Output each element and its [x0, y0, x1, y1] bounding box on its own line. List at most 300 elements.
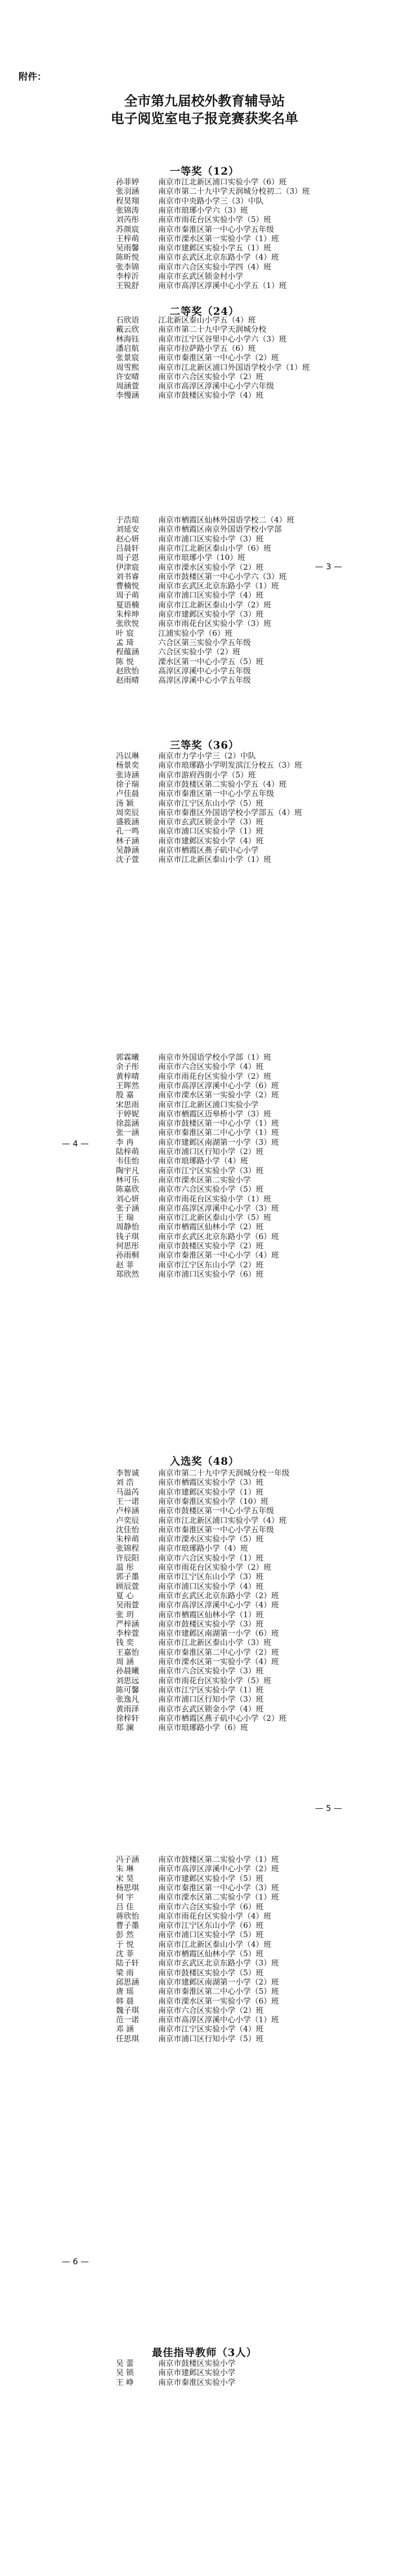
award-entry: [116, 315, 256, 325]
section-heading: 最佳指导教师（3人）: [152, 2346, 257, 2359]
award-entry: [116, 1100, 259, 1109]
award-entry: [116, 363, 310, 372]
winner-name: 赵欣怡: [116, 666, 140, 675]
winner-unit: 南京市溧水区实验小学（2）班: [158, 562, 264, 572]
winner-name: 张锦涛: [116, 205, 140, 215]
award-entry: [116, 2359, 235, 2368]
award-entry: [116, 2015, 279, 2024]
award-entry: [116, 2368, 235, 2377]
award-entry: [116, 1968, 264, 1977]
award-entry: [116, 1563, 271, 1572]
section-heading: 一等奖（12）: [169, 165, 240, 177]
winner-unit: 南京市浦口区实验小学（4）班: [158, 1581, 264, 1591]
award-entry: [116, 1072, 271, 1081]
award-entry: [116, 177, 287, 187]
winner-name: 邱思涵: [116, 1977, 140, 1987]
award-entry: [116, 845, 259, 855]
winner-name: 卢佳晨: [116, 789, 140, 799]
winner-name: 梁 雨: [116, 1968, 134, 1977]
winner-unit: 南京市江宁区东山小学（2）班: [158, 1260, 264, 1269]
winner-name: 宋 昊: [116, 1873, 134, 1883]
winner-name: 张李锦: [116, 262, 140, 272]
winner-unit: 南京市江宁区谷里中心小学六（3）班: [158, 334, 287, 344]
award-entry: [116, 1902, 264, 1911]
winner-unit: 南京市建邺区实验小学（5）班: [158, 1873, 264, 1883]
winner-unit: 南京市高淳区淳溪中心小学五（1）班: [158, 281, 287, 291]
winner-name: 吴 蕾: [116, 2359, 134, 2368]
award-entry: [116, 1648, 279, 1657]
winner-name: 冯以琳: [116, 751, 140, 760]
award-entry: [116, 252, 279, 262]
winner-name: 韩 晨: [116, 1996, 134, 2006]
award-entry: [116, 600, 271, 609]
winner-unit: 南京市玄武区北京东路小学（4）班: [158, 252, 279, 262]
winner-unit: 南京市鼓楼区第一中心小学六（3）班: [158, 571, 287, 581]
winner-name: 冯子涵: [116, 1855, 140, 1864]
winner-unit: 南京市溧水区第一实验小学（4）班: [158, 1657, 279, 1666]
winner-name: 郑 澜: [116, 1723, 134, 1733]
award-entry: [116, 1610, 264, 1619]
winner-unit: 南京市栖霞区仙林小学（5）班: [158, 1949, 264, 1958]
winner-unit: 南京市鼓楼区第一中心小学五年级: [158, 1506, 275, 1516]
winner-unit: 南京市鼓楼区第二实验小学（1）班: [158, 1855, 279, 1864]
winner-name: 魏子琪: [116, 2005, 140, 2015]
winner-unit: 南京市高淳区淳溪中心小学（1）班: [158, 2015, 279, 2025]
winner-unit: 南京市江宁区实验小学（1）班: [158, 1685, 264, 1694]
award-entry: [116, 666, 251, 675]
winner-unit: 南京市六合区实验小学（2）班: [158, 371, 264, 381]
winner-unit: 江北新区泰山小学五（4）班: [158, 315, 256, 325]
winner-name: 何思彤: [116, 1241, 140, 1250]
award-entry: [116, 2034, 264, 2043]
award-entry: [116, 1694, 264, 1704]
award-entry: [116, 1147, 264, 1156]
winner-name: 殷 嘉: [116, 1090, 134, 1100]
award-entry: [116, 206, 248, 215]
winner-unit: 南京市建邺区实验小学（1）班: [158, 1487, 264, 1497]
winner-name: 吕晨轩: [116, 543, 140, 553]
winner-unit: 南京市玄武区锁金小学（4）班: [158, 1704, 264, 1714]
winner-name: 周子恩: [116, 553, 140, 563]
winner-name: 沈佳怡: [116, 1524, 140, 1534]
winner-unit: 南京市高淳区淳溪中心小学（2）班: [158, 1864, 279, 1874]
winner-name: 王 峥: [116, 2377, 134, 2387]
award-entry: [116, 770, 256, 779]
winner-name: 唐 瑶: [116, 1987, 134, 1996]
winner-unit: 南京市栖霞区南京外国语学校小学部: [158, 524, 282, 534]
award-entry: [116, 1657, 279, 1666]
winner-name: 陈嘉欣: [116, 1184, 140, 1194]
award-entry: [116, 1892, 279, 1902]
winner-unit: 南京市高淳区淳溪中心小学（6）班: [158, 1080, 279, 1090]
winner-unit: 南京市鼓楼区实验小学（5）班: [158, 1968, 264, 1977]
award-entry: [116, 826, 264, 836]
winner-name: 宋思雨: [116, 1099, 140, 1109]
winner-name: 朱梓萌: [116, 1534, 140, 1544]
winner-unit: 南京市力学小学三（2）中队: [158, 751, 256, 760]
winner-unit: 南京市建邺区实验小学（3）班: [158, 609, 264, 619]
award-entry: [116, 1582, 264, 1591]
winner-name: 刘芮彤: [116, 215, 140, 225]
award-entry: [116, 1081, 279, 1090]
award-entry: [116, 1572, 264, 1581]
winner-name: 邓 涵: [116, 2024, 134, 2034]
winner-unit: 南京市玄武区北京东路小学（2）班: [158, 1590, 279, 1600]
winner-unit: 南京市秦淮区实验小学（10）班: [158, 1496, 269, 1506]
winner-name: 石欣语: [116, 315, 140, 325]
winner-name: 朱 琳: [116, 1864, 134, 1874]
winner-unit: 南京市第二十九中学天润城分校: [158, 325, 267, 334]
winner-name: 孙雨桐: [116, 1250, 140, 1260]
winner-unit: 南京市雨花台区实验小学（5）班: [158, 1675, 271, 1685]
winner-name: 周子萌: [116, 590, 140, 600]
winner-name: 周 涵: [116, 1657, 134, 1666]
winner-unit: 南京市秦淮区第一中心小学五年级: [158, 224, 275, 234]
award-entry: [116, 1090, 279, 1099]
award-entry: [116, 1996, 279, 2006]
award-entry: [116, 657, 264, 666]
document-title-line-2: 电子阅览室电子报竞赛获奖名单: [110, 111, 298, 127]
winner-name: 郑欣然: [116, 1269, 140, 1279]
award-entry: [116, 1940, 271, 1949]
award-entry: [116, 381, 274, 391]
winner-name: 刘心妍: [116, 1194, 140, 1204]
winner-unit: 南京市高淳区淳溪中心小学六年级: [158, 381, 275, 391]
winner-name: 戴云欣: [116, 325, 140, 334]
award-entry: [116, 325, 266, 334]
winner-name: 何 宇: [116, 1892, 134, 1902]
winner-unit: 南京市秦淮区第二中心小学（1）班: [158, 1128, 279, 1138]
winner-name: 陈昕悦: [116, 252, 140, 262]
winner-unit: 南京市鼓楼区实验小学（3）班: [158, 1619, 264, 1629]
award-entry: [116, 1534, 264, 1544]
award-entry: [116, 563, 264, 572]
award-entry: [116, 1166, 264, 1175]
winner-name: 范一诺: [116, 2015, 140, 2025]
winner-unit: 南京市秦淮区第一中心小学（3）班: [158, 1883, 279, 1892]
winner-name: 吴静涵: [116, 845, 140, 855]
winner-unit: 南京市栖霞区仙林小学（2）班: [158, 1222, 264, 1232]
winner-name: 顾辰萱: [116, 1581, 140, 1591]
award-entry: [116, 524, 282, 534]
winner-unit: 南京市建邺区实验小学（4）班: [158, 836, 264, 845]
winner-name: 赵雨晴: [116, 675, 140, 685]
winner-unit: 南京市栖霞区实验小学（3）班: [158, 1478, 264, 1487]
winner-name: 张锦程: [116, 1544, 140, 1553]
winner-unit: 南京市第二十九中学天润城分校初二（3）班: [158, 187, 310, 196]
winner-unit: 南京市雨花台区实验小学（5）班: [158, 215, 271, 225]
winner-name: 郭子墨: [116, 1572, 140, 1582]
winner-unit: 南京市建邺区南湖第一小学（2）班: [158, 1977, 279, 1987]
award-entry: [116, 1958, 279, 1968]
award-entry: [116, 1921, 264, 1930]
winner-unit: 南京市琅琊小学（10）班: [158, 553, 246, 563]
winner-unit: 南京市建邺区实验小学: [158, 2368, 236, 2378]
award-entry: [116, 1638, 271, 1647]
award-entry: [116, 1506, 274, 1515]
winner-name: 徐梓轩: [116, 1713, 140, 1723]
winner-name: 陶宇凡: [116, 1165, 140, 1175]
award-entry: [116, 760, 302, 770]
winner-name: 孔一鸣: [116, 826, 140, 836]
award-entry: [116, 1222, 264, 1231]
winner-unit: 南京市浦口区实验小学（1）班: [158, 826, 264, 836]
winner-unit: 南京市秦淮区第二中心小学（5）班: [158, 1987, 279, 1996]
winner-name: 卢梓涵: [116, 1506, 140, 1516]
award-entry: [116, 751, 256, 760]
winner-unit: 南京市秦淮区外国语学校小学部五（4）班: [158, 807, 302, 817]
award-entry: [116, 1213, 271, 1222]
winner-name: 王晖然: [116, 1080, 140, 1090]
winner-unit: 溧水区第一中心小学五（5）班: [158, 656, 264, 666]
award-entry: [116, 1250, 279, 1260]
award-entry: [116, 272, 243, 281]
winner-name: 严梓涵: [116, 1619, 140, 1629]
award-entry: [116, 2378, 235, 2387]
winner-unit: 南京市建邺区南湖第一小学（6）班: [158, 1629, 279, 1638]
award-entry: [116, 553, 245, 562]
winner-name: 陈可馨: [116, 1685, 140, 1694]
winner-name: 伊津宸: [116, 562, 140, 572]
winner-name: 张欣悦: [116, 619, 140, 629]
winner-unit: 南京市秦淮区第二中心小学（2）班: [158, 1647, 279, 1657]
award-entry: [116, 243, 271, 252]
winner-name: 杨思琪: [116, 1883, 140, 1892]
winner-name: 钱子琪: [116, 1231, 140, 1241]
winner-unit: 南京市琅琊路小学（4）班: [158, 1544, 248, 1553]
winner-name: 赵心妍: [116, 534, 140, 544]
winner-unit: 南京市秦淮区第一中心小学五年级: [158, 789, 275, 799]
award-entry: [116, 1497, 268, 1506]
award-entry: [116, 1883, 279, 1892]
document-title-line-1: 全市第九届校外教育辅导站: [124, 94, 285, 109]
winner-unit: 南京市江北新区浦口实验小学: [158, 1099, 259, 1109]
award-entry: [116, 1600, 279, 1609]
winner-name: 朱梓坤: [116, 609, 140, 619]
winner-name: 王一诺: [116, 1496, 140, 1506]
winner-unit: 南京市琅琊路小学明发滨江分校五（3）班: [158, 760, 302, 770]
award-entry: [116, 344, 256, 353]
winner-name: 张景宸: [116, 353, 140, 363]
winner-name: 钱 奕: [116, 1638, 134, 1648]
winner-name: 张一涵: [116, 1128, 140, 1138]
annex-label: 附件：: [19, 72, 46, 82]
award-entry: [116, 234, 279, 243]
award-entry: [116, 1864, 279, 1873]
winner-name: 卢奕辰: [116, 1515, 140, 1525]
award-entry: [116, 675, 251, 685]
winner-unit: 南京市鼓楼区实验小学（4）班: [158, 391, 264, 400]
award-entry: [116, 1232, 279, 1241]
winner-unit: 南京市浦口区行知小学（5）班: [158, 2033, 264, 2043]
award-entry: [116, 1619, 264, 1629]
award-entry: [116, 1468, 289, 1478]
award-entry: [116, 534, 264, 544]
winner-name: 林子涵: [116, 836, 140, 845]
page-number: — 4 —: [62, 1139, 89, 1148]
winner-unit: 南京市高淳区淳溪中心小学（3）班: [158, 1203, 279, 1213]
award-entry: [116, 629, 233, 638]
winner-unit: 南京市琅琊小学六（3）班: [158, 205, 248, 215]
winner-unit: 南京市六合区实验小学（6）班: [158, 1902, 264, 1911]
winner-name: 许辰阳: [116, 1553, 140, 1563]
winner-name: 赵 菲: [116, 1260, 134, 1269]
award-entry: [116, 609, 264, 619]
winner-name: 刘 浩: [116, 1478, 134, 1487]
winner-unit: 南京市建邺区实验小学五（1）班: [158, 243, 271, 253]
winner-unit: 南京市六合区实验小学（2）班: [158, 2005, 264, 2015]
winner-unit: 南京市浦口区实验小学（6）班: [158, 1269, 264, 1279]
award-entry: [116, 1591, 279, 1600]
winner-name: 苏颜宸: [116, 224, 140, 234]
winner-name: 王 瑞: [116, 1213, 134, 1223]
winner-unit: 南京市溧水区实验小学（5）班: [158, 1534, 264, 1544]
winner-unit: 南京市秦淮区实验小学: [158, 2377, 236, 2387]
award-entry: [116, 187, 310, 196]
page-number: — 6 —: [62, 2257, 89, 2266]
winner-name: 王锐舒: [116, 281, 140, 291]
winner-unit: 南京市江北新区浦口外国语学校小学（1）班: [158, 362, 310, 372]
winner-unit: 南京市雨花台区实验小学（2）班: [158, 1071, 271, 1081]
winner-name: 程蕴涵: [116, 647, 140, 657]
award-entry: [116, 1062, 264, 1071]
winner-unit: 南京市浦口区行知小学（2）班: [158, 1147, 264, 1156]
winner-unit: 南京市玄武区北京东路小学（3）班: [158, 1958, 279, 1968]
award-entry: [116, 572, 287, 581]
winner-name: 吴雨馨: [116, 243, 140, 253]
winner-name: 陆子轩: [116, 1958, 140, 1968]
award-entry: [116, 619, 271, 628]
award-entry: [116, 215, 271, 224]
winner-name: 杨景奕: [116, 760, 140, 770]
winner-unit: 南京市溧水区第一实验小学（6）班: [158, 1996, 279, 2006]
award-entry: [116, 799, 264, 808]
award-entry: [116, 1714, 287, 1723]
winner-name: 马溢芮: [116, 1487, 140, 1497]
winner-unit: 南京市栖霞区仙林小学（1）班: [158, 1609, 264, 1619]
award-entry: [116, 1553, 264, 1563]
award-entry: [116, 1053, 271, 1062]
winner-name: 温 彤: [116, 1563, 134, 1572]
winner-unit: 南京市秦淮区第一中心小学五年级: [158, 1524, 275, 1534]
winner-name: 周静怡: [116, 1222, 140, 1232]
winner-unit: 南京市浦口区实验小学（5）班: [158, 1930, 264, 1940]
winner-name: 吕 佳: [116, 1902, 134, 1911]
winner-name: 孙菲婷: [116, 177, 140, 187]
winner-name: 林海钰: [116, 334, 140, 344]
award-entry: [116, 2024, 264, 2033]
award-entry: [116, 391, 264, 400]
winner-unit: 南京市江北新区浦口实验小学（4）班: [158, 1515, 287, 1525]
winner-name: 彭 然: [116, 1930, 134, 1940]
winner-unit: 南京市栖霞区仙林外国语学校二（4）班: [158, 515, 295, 524]
winner-name: 蒋欣怡: [116, 1911, 140, 1921]
award-entry: [116, 1109, 271, 1118]
winner-unit: 南京市江北新区浦口实验小学（6）班: [158, 177, 287, 187]
winner-unit: 南京市外国语学校小学部（1）班: [158, 1053, 271, 1062]
winner-name: 程昊翔: [116, 196, 140, 206]
award-entry: [116, 1930, 264, 1939]
winner-unit: 南京市雨花台区实验小学（1）班: [158, 1194, 271, 1204]
winner-unit: 南京市浦口区实验小学（3）班: [158, 534, 264, 544]
winner-unit: 南京市雨花台区实验小学（3）班: [158, 619, 271, 629]
winner-unit: 南京市溧水区第一实验小学（1）班: [158, 233, 279, 243]
winner-name: 张 玥: [116, 1609, 134, 1619]
award-entry: [116, 1911, 271, 1921]
winner-unit: 南京市江北新区泰山小学（6）班: [158, 543, 271, 553]
winner-name: 黄雨泽: [116, 1704, 140, 1714]
winner-unit: 南京市浦口区实验小学（4）班: [158, 590, 264, 600]
award-entry: [116, 1269, 264, 1279]
award-entry: [116, 590, 264, 600]
winner-name: 郭霖曦: [116, 1053, 140, 1062]
winner-name: 曹子墨: [116, 1921, 140, 1930]
award-entry: [116, 372, 264, 381]
winner-name: 许安晴: [116, 371, 140, 381]
award-entry: [116, 1685, 264, 1694]
winner-name: 夏语楠: [116, 600, 140, 609]
award-entry: [116, 515, 295, 524]
winner-name: 任思琪: [116, 2033, 140, 2043]
winner-name: 吴雨萱: [116, 1600, 140, 1610]
winner-name: 黄梓晴: [116, 1071, 140, 1081]
winner-name: 韦佳怡: [116, 1156, 140, 1166]
award-entry: [116, 1704, 264, 1714]
winner-unit: 南京市玄武区北京东路小学（1）班: [158, 581, 279, 591]
winner-unit: 南京市游府西街小学（5）班: [158, 770, 256, 779]
winner-name: 陈 悦: [116, 656, 134, 666]
award-entry: [116, 647, 241, 656]
winner-name: 盛筱涵: [116, 817, 140, 827]
winner-unit: 南京市栖霞区燕子矶中心小学（2）班: [158, 1713, 287, 1723]
section-heading: 二等奖（24）: [169, 305, 240, 317]
winner-unit: 南京市江北新区泰山小学（3）班: [158, 1638, 271, 1648]
winner-unit: 南京市六合区实验小学（3）班: [158, 1666, 264, 1676]
award-entry: [116, 1487, 264, 1497]
winner-name: 李 冉: [116, 1137, 134, 1147]
page-number: — 3 —: [315, 562, 342, 571]
winner-unit: 南京市溧水区第二实验小学: [158, 1175, 251, 1184]
winner-name: 于浩瑄: [116, 515, 140, 524]
winner-unit: 南京市江北新区泰山小学（2）班: [158, 600, 271, 609]
award-entry: [116, 1194, 271, 1204]
winner-name: 夏 心: [116, 1590, 134, 1600]
winner-unit: 六合区第三实验小学五年级: [158, 637, 251, 647]
winner-name: 张逸凡: [116, 1694, 140, 1704]
award-entry: [116, 1118, 279, 1128]
winner-unit: 南京市第二十九中学天润城分校一年级: [158, 1468, 290, 1478]
winner-unit: 南京市溧水区第二实验小学（1）班: [158, 1892, 279, 1902]
award-entry: [116, 1723, 248, 1732]
award-entry: [116, 855, 271, 864]
winner-name: 张羽涵: [116, 187, 140, 196]
winner-name: 潘启航: [116, 343, 140, 353]
winner-unit: 南京市栖霞区迈皋桥小学（3）班: [158, 1109, 271, 1118]
winner-name: 张诗涵: [116, 770, 140, 779]
award-entry: [116, 281, 287, 290]
winner-unit: 南京市秦淮区第一中心小学（4）班: [158, 1250, 279, 1260]
winner-name: 李梓萱: [116, 1629, 140, 1638]
section-heading: 入选奖（48）: [169, 1455, 240, 1467]
winner-name: 张子涵: [116, 1203, 140, 1213]
winner-unit: 南京市江北新区泰山小学（1）班: [158, 855, 271, 865]
winner-name: 陆梓萌: [116, 1147, 140, 1156]
winner-name: 刘思远: [116, 1675, 140, 1685]
award-entry: [116, 2006, 264, 2015]
winner-unit: 南京市鼓楼区实验小学（2）班: [158, 1241, 264, 1250]
award-entry: [116, 1987, 279, 1996]
award-entry: [116, 1977, 279, 1987]
